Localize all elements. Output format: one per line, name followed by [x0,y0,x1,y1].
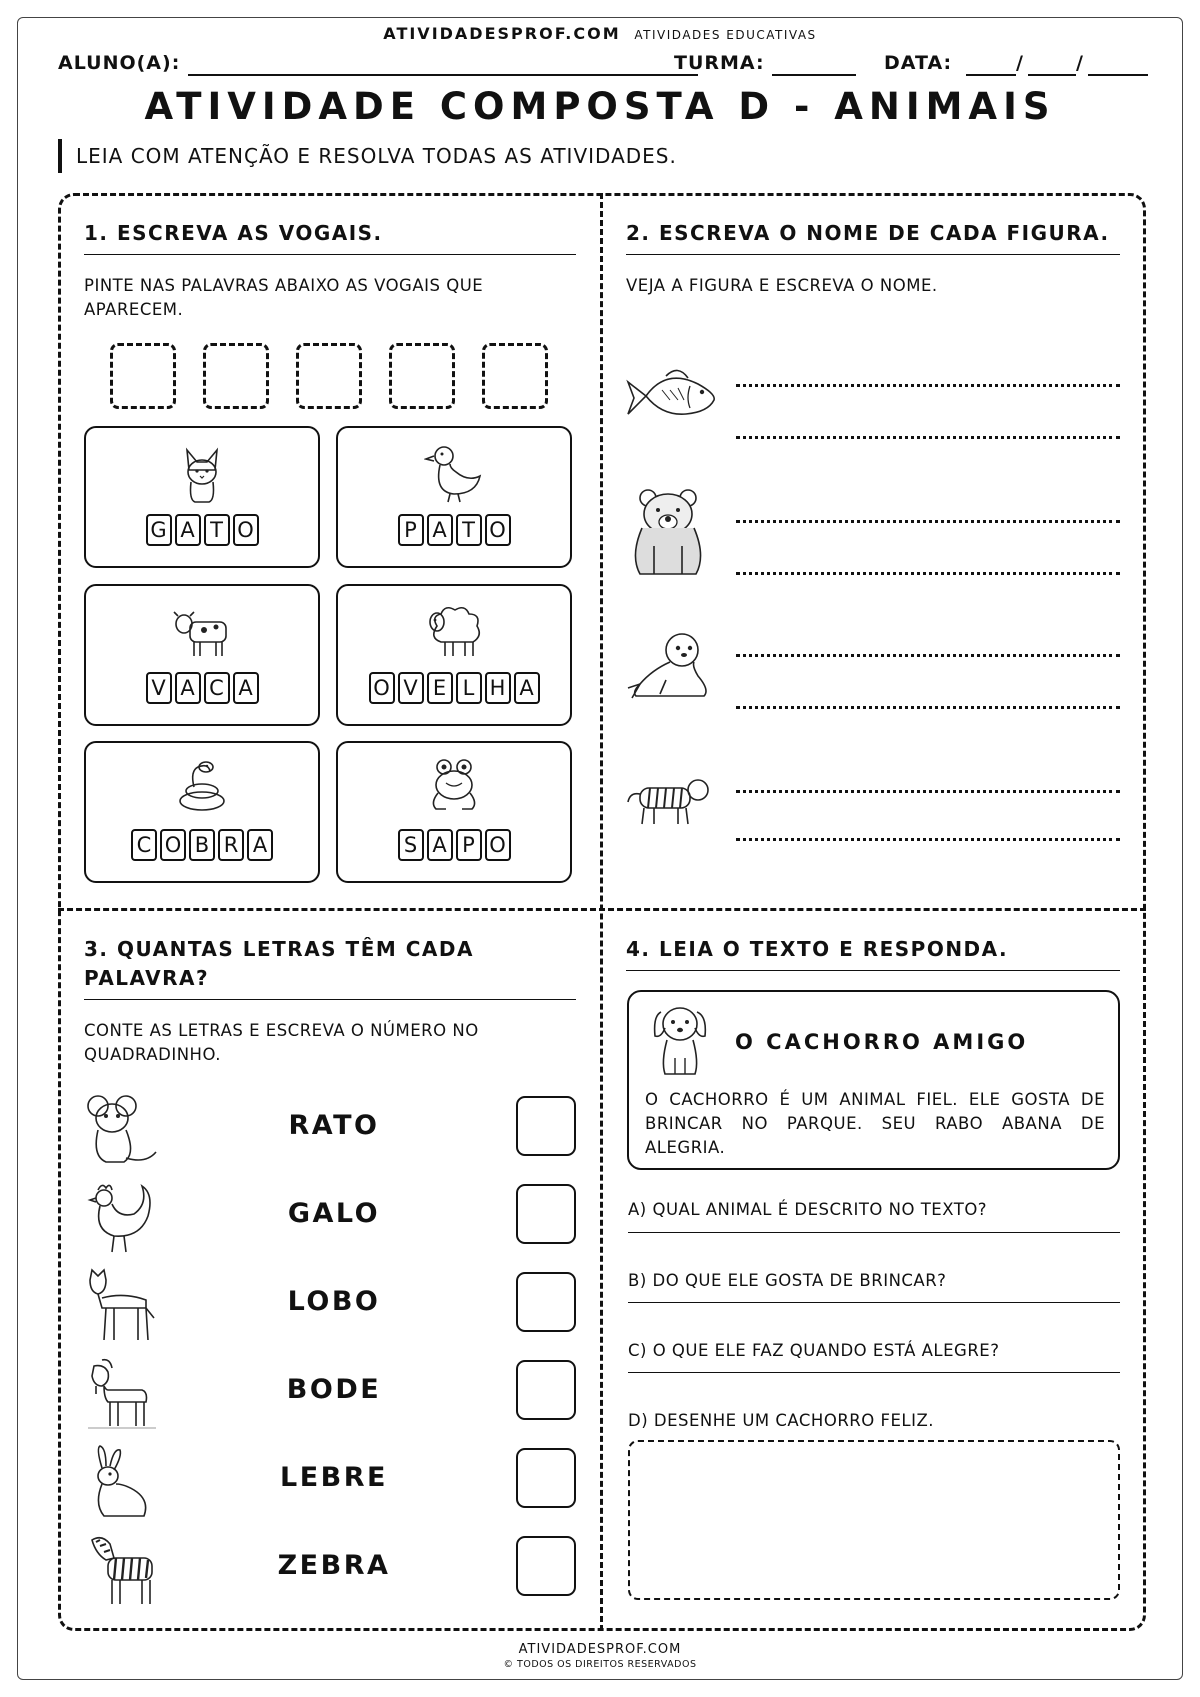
word-letters [86,672,318,704]
vowel-box[interactable] [110,343,176,409]
letter-tile[interactable]: A [514,672,540,704]
bear-icon [626,486,712,578]
footer-site: ATIVIDADESPROF.COM [518,1642,682,1657]
story-title: O CACHORRO AMIGO [735,1030,1029,1054]
letter-tile[interactable]: A [175,672,201,704]
dog-icon [651,1002,711,1078]
grid-vertical-divider [600,193,603,1631]
word-card [336,584,572,726]
letter-tile[interactable]: P [456,829,482,861]
count-row [84,1088,576,1164]
word-letters [338,829,570,861]
cow-icon [172,608,232,660]
count-word: BODE [286,1374,382,1405]
count-answer-box[interactable] [516,1448,576,1508]
letter-tile[interactable]: V [398,672,424,704]
rooster-icon [84,1180,160,1256]
section-4-title: 4. LEIA O TEXTO E RESPONDA. [626,935,1120,971]
goat-icon [84,1356,160,1432]
word-letters [86,829,318,861]
story-box [627,990,1120,1170]
count-answer-box[interactable] [516,1272,576,1332]
section-2-subtitle: VEJA A FIGURA E ESCREVA O NOME. [626,276,938,295]
letter-tile[interactable]: O [485,514,511,546]
site-header [0,24,1200,43]
vowel-box[interactable] [389,343,455,409]
letter-tile[interactable]: V [146,672,172,704]
wolf-icon [84,1268,160,1344]
figure-row [626,752,1120,852]
vowel-box[interactable] [203,343,269,409]
question-c: C) O QUE ELE FAZ QUANDO ESTÁ ALEGRE? [628,1341,1000,1360]
letter-tile[interactable]: T [456,514,482,546]
word-card [84,584,320,726]
word-letters [86,514,318,546]
vowel-box[interactable] [296,343,362,409]
vowel-box[interactable] [482,343,548,409]
letter-tile[interactable]: C [131,829,157,861]
class-label: TURMA: [674,52,765,74]
tiger-icon [626,772,714,832]
count-answer-box[interactable] [516,1096,576,1156]
letter-tile[interactable]: L [456,672,482,704]
letter-tile[interactable]: O [369,672,395,704]
answer-dotted-line[interactable] [736,838,1120,841]
student-name-field[interactable] [188,54,698,76]
question-b: B) DO QUE ELE GOSTA DE BRINCAR? [628,1271,947,1290]
answer-line[interactable] [628,1232,1120,1233]
instruction: LEIA COM ATENÇÃO E RESOLVA TODAS AS ATIVIDADES. [58,139,677,173]
frog-icon [426,757,482,813]
letter-tile[interactable]: E [427,672,453,704]
word-card [84,741,320,883]
letter-tile[interactable]: S [398,829,424,861]
letter-tile[interactable]: B [189,829,215,861]
count-row [84,1176,576,1252]
page-title: ATIVIDADE COMPOSTA D - ANIMAIS [144,85,1056,128]
question-d: D) DESENHE UM CACHORRO FELIZ. [628,1411,935,1430]
class-field[interactable] [772,54,856,76]
count-word: LOBO [287,1286,381,1317]
letter-tile[interactable]: H [485,672,511,704]
section-1-subtitle: PINTE NAS PALAVRAS ABAIXO AS VOGAIS QUE APARECEM. [84,276,484,319]
date-label: DATA: [884,52,953,74]
answer-dotted-line[interactable] [736,654,1120,657]
date-month-field[interactable] [1028,54,1076,76]
seal-icon [626,630,716,702]
cat-icon [179,442,225,504]
answer-dotted-line[interactable] [736,790,1120,793]
letter-tile[interactable]: P [398,514,424,546]
letter-tile[interactable]: A [233,672,259,704]
answer-dotted-line[interactable] [736,384,1120,387]
count-word: LEBRE [280,1462,388,1493]
grid-horizontal-divider [58,908,1146,911]
site-subtitle: ATIVIDADES EDUCATIVAS [634,28,817,42]
figure-row [626,346,1120,446]
count-answer-box[interactable] [516,1360,576,1420]
student-label: ALUNO(A): [58,52,181,74]
letter-tile[interactable]: A [427,514,453,546]
word-letters [338,514,570,546]
answer-dotted-line[interactable] [736,520,1120,523]
letter-tile[interactable]: O [233,514,259,546]
fish-icon [626,360,718,430]
word-card [84,426,320,568]
letter-tile[interactable]: G [146,514,172,546]
footer-rights: © TODOS OS DIREITOS RESERVADOS [503,1659,697,1670]
count-row [84,1528,576,1604]
date-day-field[interactable] [966,54,1016,76]
section-3-title: 3. QUANTAS LETRAS TÊM CADA PALAVRA? [84,935,576,1000]
site-name: ATIVIDADESPROF.COM [383,24,621,43]
date-slash: / [1016,52,1024,74]
count-row [84,1440,576,1516]
sheep-icon [423,600,485,660]
letter-tile[interactable]: O [160,829,186,861]
section-3-subtitle: CONTE AS LETRAS E ESCREVA O NÚMERO NO QUADRADINHO. [84,1021,479,1064]
footer [0,1642,1200,1670]
count-word: GALO [287,1198,381,1229]
figure-row [626,616,1120,716]
date-slash: / [1076,52,1084,74]
section-2-title: 2. ESCREVA O NOME DE CADA FIGURA. [626,219,1120,255]
answer-dotted-line[interactable] [736,706,1120,709]
snake-icon [174,757,230,815]
student-info-row [58,52,1148,78]
letter-tile[interactable]: O [485,829,511,861]
count-word: ZEBRA [277,1550,391,1581]
word-card [336,426,572,568]
count-answer-box[interactable] [516,1536,576,1596]
drawing-area[interactable] [628,1440,1120,1600]
rat-icon [84,1092,160,1168]
word-card [336,741,572,883]
letter-tile[interactable]: A [175,514,201,546]
word-letters [338,672,570,704]
letter-tile[interactable]: T [204,514,230,546]
letter-tile[interactable]: C [204,672,230,704]
date-year-field[interactable] [1088,54,1148,76]
figure-row [626,482,1120,582]
answer-dotted-line[interactable] [736,436,1120,439]
count-row [84,1352,576,1428]
letter-tile[interactable]: R [218,829,244,861]
letter-tile[interactable]: A [247,829,273,861]
answer-line[interactable] [628,1372,1120,1373]
hare-icon [84,1444,160,1520]
question-a: A) QUAL ANIMAL É DESCRITO NO TEXTO? [628,1200,988,1219]
story-text: O CACHORRO É UM ANIMAL FIEL. ELE GOSTA DE BRINCAR NO PARQUE. SEU RABO ABANA DE ALEGRIA. [645,1090,1105,1157]
section-1-title: 1. ESCREVA AS VOGAIS. [84,219,576,255]
answer-dotted-line[interactable] [736,572,1120,575]
letter-tile[interactable]: A [427,829,453,861]
count-word: RATO [288,1110,380,1141]
count-row [84,1264,576,1340]
answer-line[interactable] [628,1302,1120,1303]
count-answer-box[interactable] [516,1184,576,1244]
zebra-icon [84,1532,160,1608]
duck-icon [424,442,484,504]
